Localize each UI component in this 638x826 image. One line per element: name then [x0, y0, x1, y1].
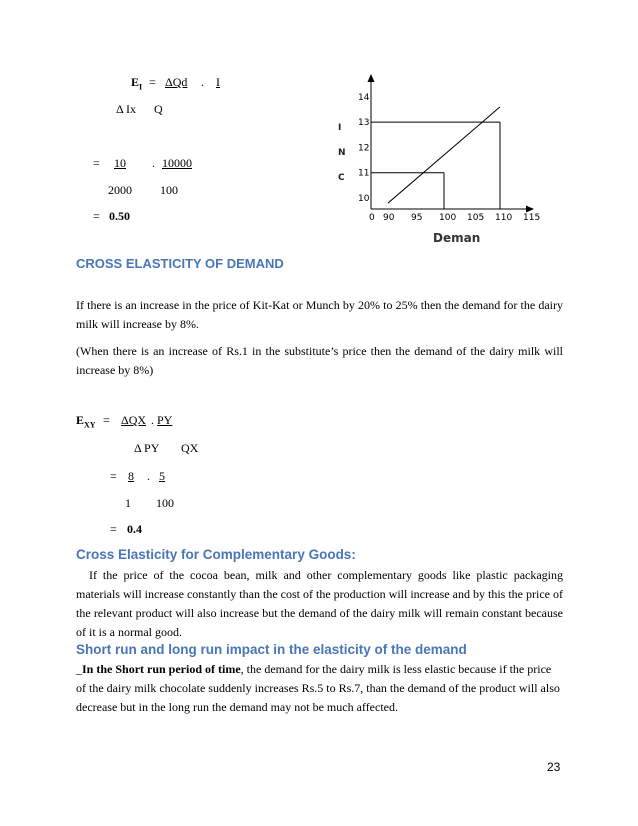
formula2-step-dot: .	[147, 469, 150, 483]
formula1-result-eq: =	[93, 209, 100, 223]
formula2-step-eq: =	[110, 469, 117, 483]
formula2-dot: .	[151, 413, 154, 427]
y-tick-label: 14	[358, 92, 370, 103]
formula1-numerator2: I	[216, 75, 220, 89]
formula1-step-dot: .	[152, 156, 155, 170]
formula2-numerator: ΔQX	[121, 413, 147, 427]
x-tick-label: 110	[495, 213, 513, 223]
heading-short-long-run: Short run and long run impact in the elasticity of the demand	[76, 642, 467, 657]
x-tick-label: 115	[523, 213, 540, 223]
y-axis-arrow-icon	[368, 74, 375, 82]
formula2-eq: =	[103, 413, 110, 427]
demand-chart	[330, 70, 540, 250]
formula2-numerator2: PY	[157, 413, 173, 427]
short-run-bold: In the Short run period of time	[82, 662, 241, 676]
formula1-denominator2: Q	[154, 102, 163, 116]
x-tick-label: 100	[439, 213, 457, 223]
y-tick-label: 10	[358, 194, 370, 204]
formula1-step-a: 10	[114, 156, 126, 170]
y-tick-label: 11	[358, 168, 370, 179]
formula1-step-c: 2000	[108, 183, 132, 197]
formula1-dot: .	[201, 75, 204, 89]
formula1-step-b: 10000	[162, 156, 192, 170]
x-tick-label: 105	[467, 213, 485, 223]
y-axis-label-letter: I	[338, 123, 342, 133]
paragraph-cross-elasticity-1: If there is an increase in the price of Kit-Kat or Munch by 20% to 25% then the demand for the dairy milk will increase by 8%.	[76, 298, 563, 331]
formula1-lhs: $E_I$	[131, 75, 143, 92]
formula2-denominator: Δ PY	[134, 441, 160, 455]
formula1-step-d: 100	[160, 183, 178, 197]
y-axis-label-letter: N	[338, 148, 346, 158]
formula1-eq: =	[149, 75, 156, 89]
y-tick-label: 13	[358, 118, 370, 129]
y-axis-label-letter: C	[338, 173, 345, 183]
paragraph-cross-elasticity-2: (When there is an increase of Rs.1 in the substitute’s price then the demand of the dairy milk will increase by 8%)	[76, 344, 563, 377]
heading-complementary-goods: Cross Elasticity for Complementary Goods:	[76, 547, 356, 562]
formula2-step-a: 8	[128, 469, 134, 483]
formula1-result: 0.50	[109, 209, 130, 223]
x-axis-arrow-icon	[526, 206, 534, 213]
heading-cross-elasticity: CROSS ELASTICITY OF DEMAND	[76, 256, 284, 271]
formula2-step-b: 5	[159, 469, 165, 483]
formula1-numerator: ΔQd	[165, 75, 188, 89]
y-tick-label: 12	[358, 143, 370, 154]
formula2-step-c: 1	[125, 496, 131, 510]
formula2-step-d: 100	[156, 496, 174, 510]
formula2-result-eq: =	[110, 522, 117, 536]
paragraph-complementary-goods: If the price of the cocoa bean, milk and other complementary goods like plastic packaging materials will increase constantly than the cost of the production will increase and by this the price of the relevant product will also increase but the demand of the dairy milk will remain constant because of it is a normal good.	[76, 568, 563, 639]
page-number: 23	[547, 760, 561, 774]
formula1-denominator: Δ Ix	[116, 102, 137, 116]
formula2-result: 0.4	[127, 522, 142, 536]
formula2-denominator2: QX	[181, 441, 199, 455]
short-run-rest: , the demand for the dairy milk is less elastic because if the price of the dairy milk chocolate suddenly increases Rs.5 to Rs.7, than the demand of the product will also decrease but in the long run the demand may not be much affected.	[76, 662, 560, 714]
x-tick-label: 95	[411, 213, 423, 223]
x-axis-label: Deman	[433, 231, 481, 245]
x-tick-label: 90	[383, 213, 395, 223]
paragraph-short-long-run: _In the Short run period of time, the demand for the dairy milk is less elastic because if the price of the dairy milk chocolate suddenly increases Rs.5 to Rs.7, than the demand of the product will also decrease but in the long run the demand may not be much affected.	[76, 662, 560, 714]
formula1-step-eq: =	[93, 156, 100, 170]
x-tick-label: 0	[369, 213, 375, 223]
formula2-lhs: $E_{XY}$	[76, 413, 96, 430]
